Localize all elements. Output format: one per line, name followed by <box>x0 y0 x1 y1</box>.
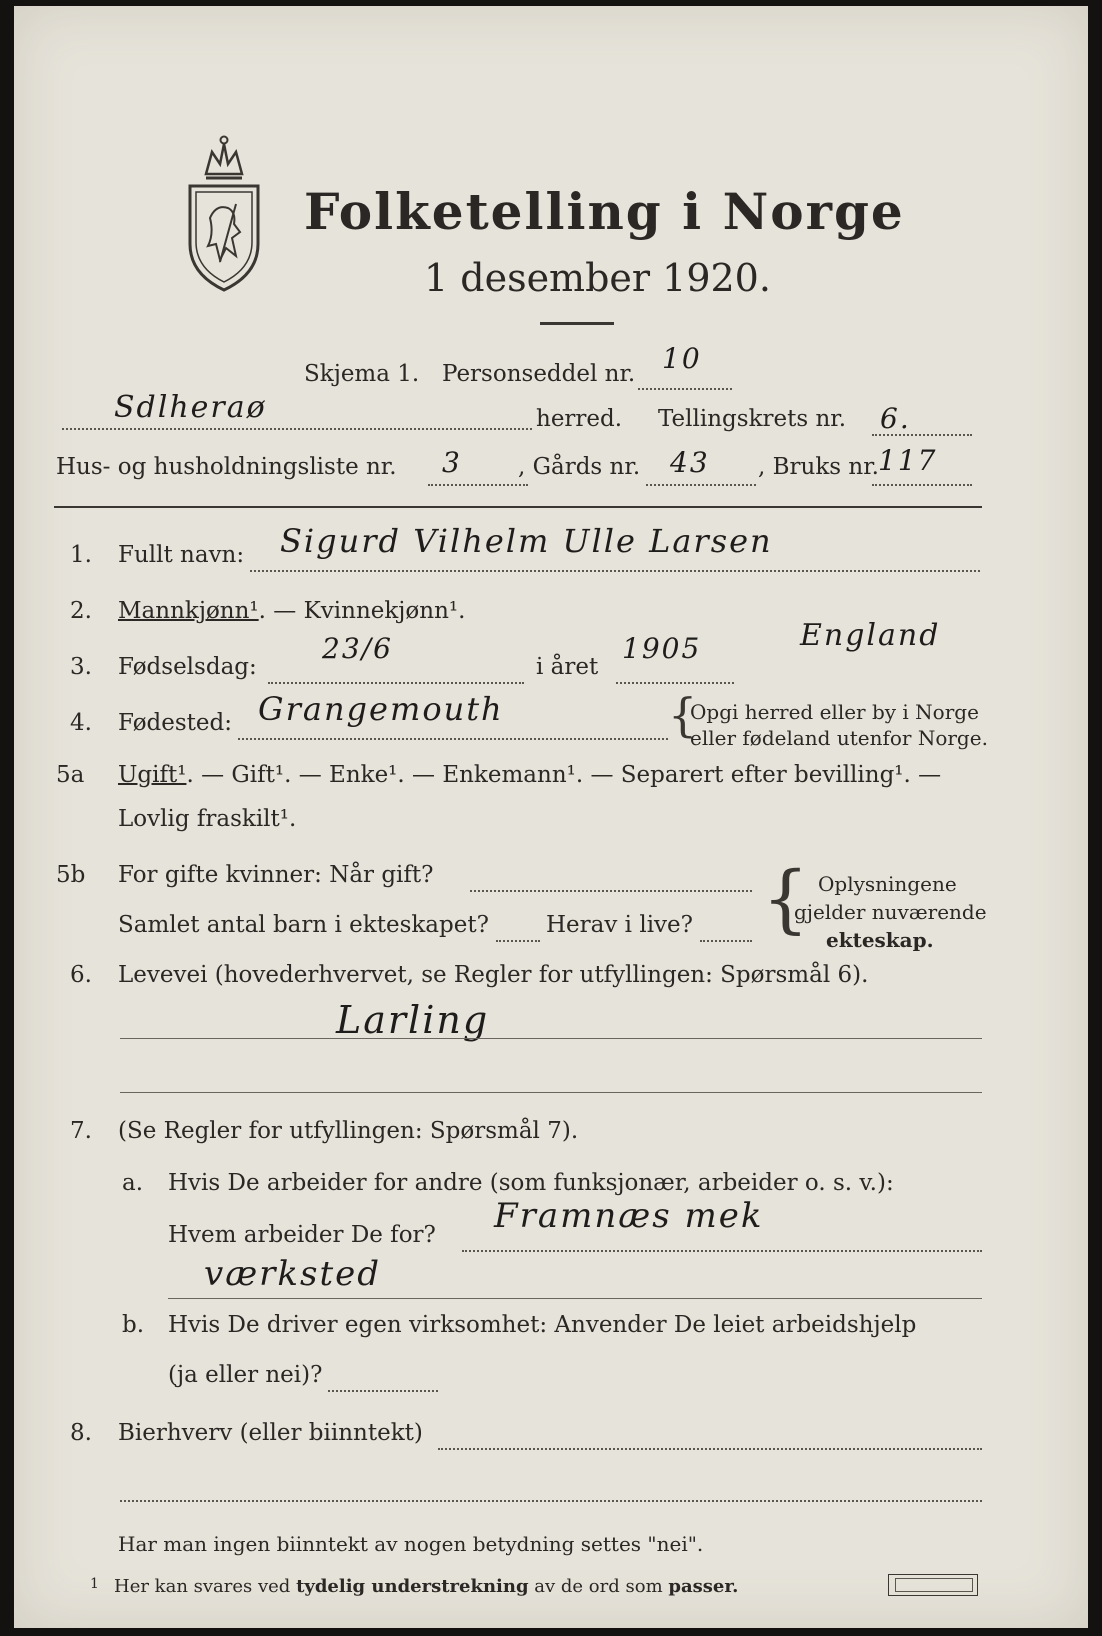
footnote-part2: tydelig understrekning <box>296 1576 529 1597</box>
title-divider <box>540 322 614 325</box>
q8-line <box>438 1448 982 1450</box>
farm-number-line <box>646 484 756 486</box>
footnote-part4: passer. <box>668 1576 739 1597</box>
person-slip-label: Personseddel nr. <box>442 361 636 387</box>
person-slip-line <box>638 388 732 390</box>
q2-option-female[interactable]: Kvinnekjønn¹. <box>303 598 466 624</box>
q5b-married-label: For gifte kvinner: Når gift? <box>118 862 434 888</box>
coat-of-arms-icon <box>176 134 272 294</box>
census-form-page <box>14 6 1088 1628</box>
q6-number: 6. <box>70 962 92 988</box>
q3-number: 3. <box>70 654 92 680</box>
q2-separator: . — <box>258 598 304 624</box>
q5b-note-line2: gjelder nuværende <box>794 900 987 924</box>
q7a-employer-line <box>462 1250 982 1252</box>
q7b-line <box>328 1390 438 1392</box>
q6-value[interactable]: Larling <box>336 998 490 1042</box>
q7a-employer-value-cont[interactable]: værksted <box>204 1254 382 1294</box>
herred-line <box>62 428 532 430</box>
form-title: Folketelling i Norge <box>304 182 905 241</box>
q5b-brace: { <box>762 856 810 942</box>
holding-number-label: , Bruks nr. <box>758 454 879 480</box>
q5a-options[interactable] <box>118 762 941 788</box>
footnote-marker: 1 <box>90 1576 99 1592</box>
q4-line <box>238 738 668 740</box>
q7-label: (Se Regler for utfyllingen: Spørsmål 7). <box>118 1118 579 1144</box>
header-divider <box>54 506 982 508</box>
q3-label: Fødselsdag: <box>118 654 257 680</box>
q1-number: 1. <box>70 542 92 568</box>
q5a-option-divorced[interactable]: Lovlig fraskilt¹. <box>118 806 297 832</box>
q5b-children-line <box>496 940 540 942</box>
q3-year-value[interactable]: 1905 <box>622 632 702 665</box>
holding-number-value[interactable]: 117 <box>878 444 938 477</box>
printer-stamp <box>888 1574 978 1596</box>
q7a-employer-label: Hvem arbeider De for? <box>168 1222 436 1248</box>
q4-label: Fødested: <box>118 710 233 736</box>
q5b-alive-label: Herav i live? <box>546 912 693 938</box>
q3-note-value[interactable]: England <box>800 618 941 653</box>
q2-option-male[interactable] <box>118 598 465 624</box>
q7a-question: Hvis De arbeider for andre (som funksjonær, arbeider o. s. v.): <box>168 1170 894 1196</box>
printer-stamp-inner <box>895 1578 973 1592</box>
q6-label: Levevei (hovederhvervet, se Regler for utfyllingen: Spørsmål 6). <box>118 962 869 988</box>
q5a-number: 5a <box>56 762 85 788</box>
q4-number: 4. <box>70 710 92 736</box>
household-list-line <box>428 484 528 486</box>
q8-label: Bierhverv (eller biinntekt) <box>118 1420 423 1446</box>
q3-birthday-line <box>268 682 524 684</box>
q3-birthday-value[interactable]: 23/6 <box>322 632 393 665</box>
q8-line2 <box>120 1500 982 1502</box>
footnote-part3: av de ord som <box>528 1576 669 1597</box>
household-list-label: Hus- og husholdningsliste nr. <box>56 454 397 480</box>
q7a-letter: a. <box>122 1170 144 1196</box>
q7b-letter: b. <box>122 1312 145 1338</box>
q6-line2 <box>120 1092 982 1093</box>
herred-label: herred. <box>536 406 623 432</box>
q4-hint-line2: eller fødeland utenfor Norge. <box>690 726 988 750</box>
q1-value[interactable]: Sigurd Vilhelm Ulle Larsen <box>280 522 773 560</box>
schema-label: Skjema 1. <box>304 361 420 387</box>
q3-year-line <box>616 682 734 684</box>
q5a-option-unmarried[interactable]: Ugift¹ <box>118 762 187 788</box>
person-slip-value[interactable]: 10 <box>662 342 702 375</box>
q7b-question: Hvis De driver egen virksomhet: Anvender De leiet arbeidshjelp <box>168 1312 917 1338</box>
form-date: 1 desember 1920. <box>424 256 771 300</box>
q1-line <box>250 570 980 572</box>
q6-line1 <box>120 1038 982 1039</box>
q5b-number: 5b <box>56 862 86 888</box>
q2-option-male-text: Mannkjønn¹ <box>118 598 259 624</box>
q7a-employer-value[interactable]: Framnæs mek <box>494 1196 764 1236</box>
q7a-continuation-line <box>168 1298 982 1299</box>
census-district-label: Tellingskrets nr. <box>658 406 847 432</box>
q4-brace: { <box>668 688 698 742</box>
q7-number: 7. <box>70 1118 92 1144</box>
herred-value[interactable]: Sdlheraø <box>114 390 267 425</box>
q4-hint-line1: Opgi herred eller by i Norge <box>690 700 979 724</box>
q1-label: Fullt navn: <box>118 542 245 568</box>
q3-year-label: i året <box>536 654 599 680</box>
q8-number: 8. <box>70 1420 92 1446</box>
q2-number: 2. <box>70 598 92 624</box>
q7b-hint: (ja eller nei)? <box>168 1362 323 1388</box>
holding-number-line <box>872 484 972 486</box>
footer-note: Har man ingen biinntekt av nogen betydning settes "nei". <box>118 1532 704 1556</box>
q5b-children-label: Samlet antal barn i ekteskapet? <box>118 912 489 938</box>
q5b-alive-line <box>700 940 752 942</box>
footnote-part1: Her kan svares ved <box>114 1576 297 1597</box>
q5b-married-line <box>470 890 752 892</box>
census-district-value[interactable]: 6. <box>880 402 911 435</box>
household-list-value[interactable]: 3 <box>442 446 462 479</box>
q5a-options-rest[interactable]: . — Gift¹. — Enke¹. — Enkemann¹. — Separert efter bevilling¹. — <box>186 762 942 788</box>
footnote-text <box>114 1576 738 1597</box>
q5b-note-line1: Oplysningene <box>818 872 957 896</box>
farm-number-value[interactable]: 43 <box>670 446 710 479</box>
q4-value[interactable]: Grangemouth <box>258 690 504 728</box>
farm-number-label: , Gårds nr. <box>518 454 641 480</box>
q5b-note-line3: ekteskap. <box>826 928 934 952</box>
